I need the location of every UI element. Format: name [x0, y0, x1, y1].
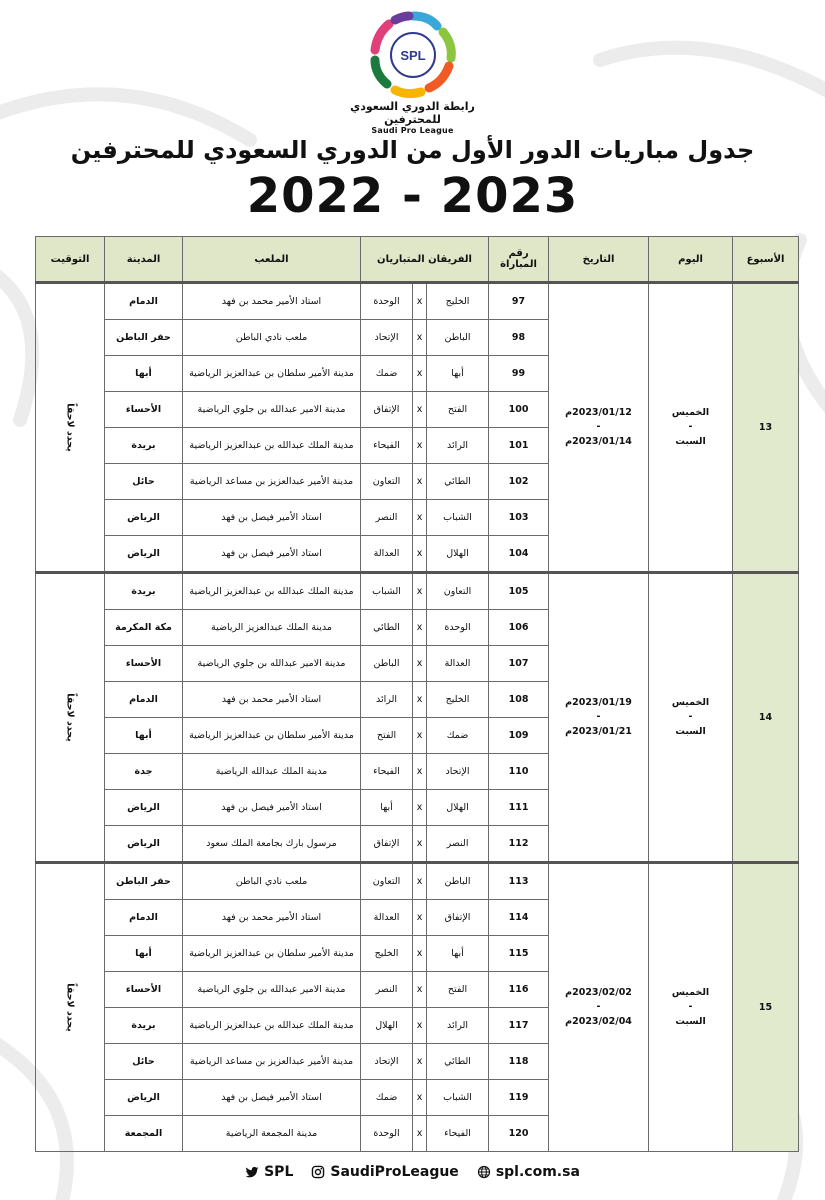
- away-team: ضمك: [361, 356, 413, 392]
- match-number: 112: [489, 826, 549, 863]
- home-team: الشباب: [427, 1080, 489, 1116]
- city: الدمام: [105, 682, 183, 718]
- versus-mark: x: [413, 1080, 427, 1116]
- stadium: مدينة الأمير عبدالعزيز بن مساعد الرياضية: [183, 464, 361, 500]
- footer-twitter[interactable]: [245, 1164, 293, 1180]
- spl-logo-icon: [367, 10, 459, 98]
- city: حفر الباطن: [105, 863, 183, 900]
- kickoff-time-text: يحدد لاحقاً: [64, 983, 76, 1032]
- away-team: الباطن: [361, 646, 413, 682]
- stadium: مدينة الأمير سلطان بن عبدالعزيز الرياضية: [183, 718, 361, 754]
- footer-website[interactable]: [477, 1164, 580, 1180]
- stadium: استاد الأمير فيصل بن فهد: [183, 500, 361, 536]
- stadium: ملعب نادي الباطن: [183, 863, 361, 900]
- footer: [0, 1164, 825, 1180]
- away-team: الإتحاد: [361, 1044, 413, 1080]
- city: جدة: [105, 754, 183, 790]
- home-team: الهلال: [427, 790, 489, 826]
- home-team: الطائي: [427, 464, 489, 500]
- day-line: السبت: [675, 725, 706, 737]
- home-team: الشباب: [427, 500, 489, 536]
- stadium: مدينة الامير عبدالله بن جلوي الرياضية: [183, 392, 361, 428]
- versus-mark: x: [413, 790, 427, 826]
- home-team: الفيحاء: [427, 1116, 489, 1152]
- versus-mark: x: [413, 900, 427, 936]
- away-team: الطائي: [361, 610, 413, 646]
- kickoff-time: [36, 283, 105, 573]
- home-team: العدالة: [427, 646, 489, 682]
- stadium: مدينة الأمير سلطان بن عبدالعزيز الرياضية: [183, 936, 361, 972]
- city: بريدة: [105, 428, 183, 464]
- away-team: الفيحاء: [361, 428, 413, 464]
- versus-mark: x: [413, 936, 427, 972]
- away-team: الفتح: [361, 718, 413, 754]
- match-number: 107: [489, 646, 549, 682]
- city: مكة المكرمة: [105, 610, 183, 646]
- week-number: 14: [733, 573, 799, 863]
- home-team: الباطن: [427, 320, 489, 356]
- versus-mark: x: [413, 392, 427, 428]
- col-stadium: الملعب: [183, 237, 361, 283]
- stadium: مدينة الامير عبدالله بن جلوي الرياضية: [183, 972, 361, 1008]
- date-line: 2023/02/04م: [565, 1015, 632, 1027]
- away-team: الإتفاق: [361, 826, 413, 863]
- home-team: الخليج: [427, 682, 489, 718]
- col-city: المدينة: [105, 237, 183, 283]
- home-team: الوحدة: [427, 610, 489, 646]
- match-number: 110: [489, 754, 549, 790]
- versus-mark: x: [413, 536, 427, 573]
- date-line: -: [596, 1001, 601, 1013]
- kickoff-time-text: يحدد لاحقاً: [64, 693, 76, 742]
- away-team: الخليج: [361, 936, 413, 972]
- stadium: استاد الأمير محمد بن فهد: [183, 283, 361, 320]
- city: الدمام: [105, 900, 183, 936]
- match-number: 103: [489, 500, 549, 536]
- city: حفر الباطن: [105, 320, 183, 356]
- day-line: -: [688, 711, 693, 723]
- kickoff-time: [36, 863, 105, 1152]
- twitter-icon: [245, 1165, 259, 1179]
- stadium: مدينة الأمير سلطان بن عبدالعزيز الرياضية: [183, 356, 361, 392]
- versus-mark: x: [413, 1116, 427, 1152]
- match-days: [649, 573, 733, 863]
- city: الأحساء: [105, 392, 183, 428]
- day-line: الخميس: [671, 987, 710, 999]
- away-team: التعاون: [361, 464, 413, 500]
- col-week: الأسبوع: [733, 237, 799, 283]
- table-row: [36, 863, 799, 900]
- stadium: مدينة المجمعة الرياضية: [183, 1116, 361, 1152]
- home-team: الفتح: [427, 972, 489, 1008]
- versus-mark: x: [413, 464, 427, 500]
- date-line: -: [596, 421, 601, 433]
- col-time: التوقيت: [36, 237, 105, 283]
- match-number: 108: [489, 682, 549, 718]
- col-match-no: رقم المباراة: [489, 237, 549, 283]
- match-number: 101: [489, 428, 549, 464]
- day-line: السبت: [675, 1015, 706, 1027]
- match-dates: [549, 573, 649, 863]
- stadium: استاد الأمير فيصل بن فهد: [183, 536, 361, 573]
- versus-mark: x: [413, 610, 427, 646]
- match-number: 119: [489, 1080, 549, 1116]
- day-line: -: [688, 1001, 693, 1013]
- col-date: التاريخ: [549, 237, 649, 283]
- match-number: 117: [489, 1008, 549, 1044]
- date-line: -: [596, 711, 601, 723]
- match-number: 105: [489, 573, 549, 610]
- city: الدمام: [105, 283, 183, 320]
- footer-instagram[interactable]: [311, 1164, 458, 1180]
- twitter-handle: SPL: [264, 1164, 294, 1180]
- match-number: 111: [489, 790, 549, 826]
- versus-mark: x: [413, 863, 427, 900]
- stadium: استاد الأمير محمد بن فهد: [183, 900, 361, 936]
- home-team: الإتفاق: [427, 900, 489, 936]
- globe-icon: [477, 1165, 491, 1179]
- home-team: ضمك: [427, 718, 489, 754]
- match-number: 100: [489, 392, 549, 428]
- match-number: 118: [489, 1044, 549, 1080]
- home-team: الخليج: [427, 283, 489, 320]
- stadium: مدينة الملك عبدالله الرياضية: [183, 754, 361, 790]
- day-line: الخميس: [671, 697, 710, 709]
- city: حائل: [105, 464, 183, 500]
- stadium: مدينة الأمير عبدالعزيز بن مساعد الرياضية: [183, 1044, 361, 1080]
- versus-mark: x: [413, 1044, 427, 1080]
- date-line: 2023/01/14م: [565, 435, 632, 447]
- away-team: الرائد: [361, 682, 413, 718]
- season-title: 2022 - 2023: [246, 168, 579, 224]
- versus-mark: x: [413, 356, 427, 392]
- match-number: 120: [489, 1116, 549, 1152]
- stadium: مدينة الملك عبدالله بن عبدالعزيز الرياضية: [183, 573, 361, 610]
- date-line: 2023/02/02م: [565, 987, 632, 999]
- schedule-body: [36, 283, 799, 1152]
- versus-mark: x: [413, 682, 427, 718]
- stadium: ملعب نادي الباطن: [183, 320, 361, 356]
- logo-arabic-text: رابطة الدوري السعودي للمحترفين: [350, 100, 475, 126]
- home-team: الرائد: [427, 1008, 489, 1044]
- match-dates: [549, 863, 649, 1152]
- day-line: -: [688, 421, 693, 433]
- kickoff-time-text: يحدد لاحقاً: [64, 403, 76, 452]
- versus-mark: x: [413, 283, 427, 320]
- match-days: [649, 863, 733, 1152]
- stadium: مرسول بارك بجامعة الملك سعود: [183, 826, 361, 863]
- home-team: أبها: [427, 936, 489, 972]
- date-line: 2023/01/12م: [565, 407, 632, 419]
- stadium: مدينة الملك عبدالعزيز الرياضية: [183, 610, 361, 646]
- col-teams: الفريقان المتباريان: [361, 237, 489, 283]
- city: الرياض: [105, 1080, 183, 1116]
- versus-mark: x: [413, 646, 427, 682]
- away-team: الفيحاء: [361, 754, 413, 790]
- away-team: أبها: [361, 790, 413, 826]
- home-team: الطائي: [427, 1044, 489, 1080]
- away-team: العدالة: [361, 900, 413, 936]
- week-number: 15: [733, 863, 799, 1152]
- away-team: الإتحاد: [361, 320, 413, 356]
- table-row: [36, 573, 799, 610]
- table-header-row: [36, 237, 799, 283]
- away-team: الوحدة: [361, 283, 413, 320]
- logo-badge: SPL: [399, 48, 426, 63]
- instagram-handle: SaudiProLeague: [330, 1164, 459, 1180]
- match-number: 109: [489, 718, 549, 754]
- day-line: الخميس: [671, 407, 710, 419]
- city: المجمعة: [105, 1116, 183, 1152]
- logo-english-text: Saudi Pro League: [371, 126, 454, 135]
- day-line: السبت: [675, 435, 706, 447]
- stadium: مدينة الملك عبدالله بن عبدالعزيز الرياضية: [183, 1008, 361, 1044]
- city: بريدة: [105, 573, 183, 610]
- versus-mark: x: [413, 826, 427, 863]
- away-team: الوحدة: [361, 1116, 413, 1152]
- match-number: 97: [489, 283, 549, 320]
- city: أبها: [105, 936, 183, 972]
- away-team: العدالة: [361, 536, 413, 573]
- home-team: الرائد: [427, 428, 489, 464]
- versus-mark: x: [413, 500, 427, 536]
- home-team: أبها: [427, 356, 489, 392]
- home-team: الفتح: [427, 392, 489, 428]
- city: الرياض: [105, 826, 183, 863]
- away-team: الشباب: [361, 573, 413, 610]
- versus-mark: x: [413, 972, 427, 1008]
- city: حائل: [105, 1044, 183, 1080]
- date-line: 2023/01/21م: [565, 725, 632, 737]
- stadium: مدينة الامير عبدالله بن جلوي الرياضية: [183, 646, 361, 682]
- instagram-icon: [311, 1165, 325, 1179]
- city: بريدة: [105, 1008, 183, 1044]
- league-logo: [330, 10, 495, 135]
- home-team: الإتحاد: [427, 754, 489, 790]
- match-number: 113: [489, 863, 549, 900]
- match-number: 106: [489, 610, 549, 646]
- versus-mark: x: [413, 718, 427, 754]
- home-team: التعاون: [427, 573, 489, 610]
- date-line: 2023/01/19م: [565, 697, 632, 709]
- away-team: التعاون: [361, 863, 413, 900]
- versus-mark: x: [413, 1008, 427, 1044]
- versus-mark: x: [413, 754, 427, 790]
- stadium: استاد الأمير محمد بن فهد: [183, 682, 361, 718]
- away-team: الإتفاق: [361, 392, 413, 428]
- match-number: 104: [489, 536, 549, 573]
- city: أبها: [105, 718, 183, 754]
- away-team: ضمك: [361, 1080, 413, 1116]
- stadium: مدينة الملك عبدالله بن عبدالعزيز الرياضية: [183, 428, 361, 464]
- stadium: استاد الأمير فيصل بن فهد: [183, 1080, 361, 1116]
- match-number: 99: [489, 356, 549, 392]
- match-number: 115: [489, 936, 549, 972]
- match-number: 102: [489, 464, 549, 500]
- match-number: 98: [489, 320, 549, 356]
- away-team: الهلال: [361, 1008, 413, 1044]
- match-dates: [549, 283, 649, 573]
- city: الأحساء: [105, 646, 183, 682]
- page-title: جدول مباريات الدور الأول من الدوري السعودي للمحترفين: [70, 136, 755, 164]
- city: الرياض: [105, 536, 183, 573]
- stadium: استاد الأمير فيصل بن فهد: [183, 790, 361, 826]
- home-team: الهلال: [427, 536, 489, 573]
- schedule-table: [35, 236, 799, 1152]
- table-row: [36, 283, 799, 320]
- match-number: 114: [489, 900, 549, 936]
- website-link: spl.com.sa: [495, 1164, 580, 1180]
- away-team: النصر: [361, 500, 413, 536]
- versus-mark: x: [413, 573, 427, 610]
- away-team: النصر: [361, 972, 413, 1008]
- match-days: [649, 283, 733, 573]
- week-number: 13: [733, 283, 799, 573]
- kickoff-time: [36, 573, 105, 863]
- home-team: النصر: [427, 826, 489, 863]
- city: أبها: [105, 356, 183, 392]
- city: الرياض: [105, 790, 183, 826]
- city: الأحساء: [105, 972, 183, 1008]
- col-day: اليوم: [649, 237, 733, 283]
- versus-mark: x: [413, 428, 427, 464]
- match-number: 116: [489, 972, 549, 1008]
- versus-mark: x: [413, 320, 427, 356]
- home-team: الباطن: [427, 863, 489, 900]
- city: الرياض: [105, 500, 183, 536]
